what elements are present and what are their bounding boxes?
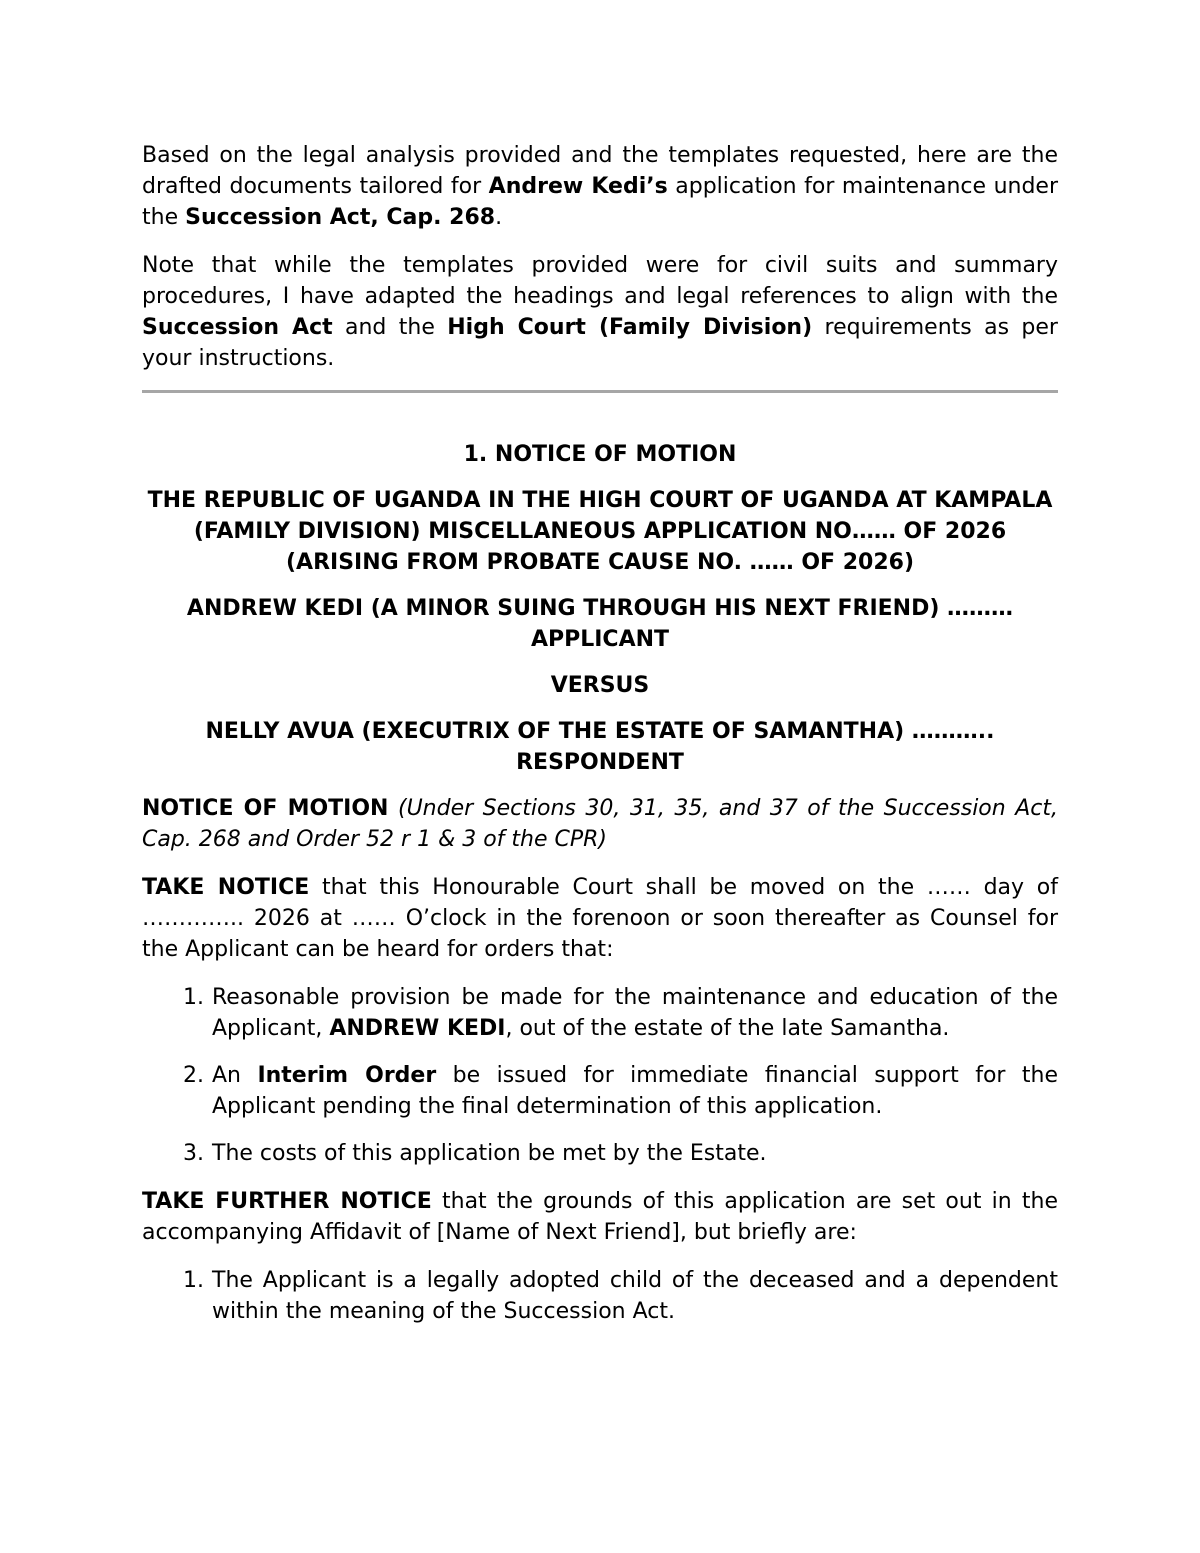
list-item-text: The Applicant is a legally adopted child of the deceased and a dependent within the meaning of the Succession Act. bbox=[212, 1268, 1058, 1324]
list-item-text bbox=[212, 1060, 1058, 1122]
court-name-bold: High Court (Family Division) bbox=[447, 315, 813, 340]
court-heading: THE REPUBLIC OF UGANDA IN THE HIGH COURT OF UGANDA AT KAMPALA (FAMILY DIVISION) MISCELLANEOUS APPLICATION NO…… OF 2026 (ARISING FROM PROBATE CAUSE NO. …… OF 2026) bbox=[147, 488, 1053, 575]
intro-paragraph-1 bbox=[142, 140, 1058, 233]
intro-text: . bbox=[495, 205, 503, 230]
list-item-text bbox=[212, 1138, 1058, 1169]
motion-paragraph bbox=[142, 793, 1058, 855]
order-text-bold: Interim Order bbox=[257, 1063, 437, 1088]
list-item bbox=[142, 1138, 1058, 1169]
document-page bbox=[142, 140, 1058, 1344]
intro-text: Note that while the templates provided were for civil suits and summary procedures, I have adapted the headings and legal references to align with the bbox=[142, 253, 1058, 309]
applicant-line: ANDREW KEDI (A MINOR SUING THROUGH HIS NEXT FRIEND) ……… APPLICANT bbox=[186, 596, 1014, 652]
motion-citation: (Under Sections 30, 31, 35, and 37 of the Succession Act, Cap. 268 and Order 52 r 1 & 3 of the CPR) bbox=[142, 796, 1058, 852]
grounds-list bbox=[142, 1265, 1058, 1327]
order-text: be issued for immediate financial support for the Applicant pending the final determination of this application. bbox=[212, 1063, 1058, 1119]
take-notice-label: TAKE NOTICE bbox=[142, 875, 310, 900]
take-notice-paragraph bbox=[142, 872, 1058, 965]
respondent-line: NELLY AVUA (EXECUTRIX OF THE ESTATE OF SAMANTHA) ……….. RESPONDENT bbox=[205, 719, 995, 775]
list-item-text bbox=[212, 982, 1058, 1044]
list-number: 3. bbox=[183, 1141, 204, 1166]
order-text-bold: ANDREW KEDI bbox=[329, 1016, 506, 1041]
further-notice-text: that the grounds of this application are set out in the accompanying Affidavit of [Name of Next Friend], but briefly are: bbox=[142, 1189, 1058, 1245]
order-text: , out of the estate of the late Samantha. bbox=[505, 1016, 950, 1041]
order-text: An bbox=[212, 1063, 258, 1088]
take-notice-text: that this Honourable Court shall be moved on the …… day of ………….. 2026 at …… O’clock in the forenoon or soon thereafter as Counsel for the Applicant can be heard for orders that: bbox=[142, 875, 1058, 962]
section-heading: 1. NOTICE OF MOTION bbox=[463, 442, 737, 467]
intro-text: and the bbox=[332, 315, 448, 340]
horizontal-divider bbox=[142, 390, 1058, 393]
further-notice-label: TAKE FURTHER NOTICE bbox=[142, 1189, 432, 1214]
applicant-name-bold: Andrew Kedi’s bbox=[488, 174, 668, 199]
list-item bbox=[142, 1265, 1058, 1327]
list-number: 1. bbox=[183, 1268, 204, 1293]
intro-text: requirements as per your instructions. bbox=[142, 315, 1058, 371]
list-item bbox=[142, 982, 1058, 1044]
order-text: The costs of this application be met by the Estate. bbox=[212, 1141, 767, 1166]
intro-text: Based on the legal analysis provided and the templates requested, here are the drafted documents tailored for bbox=[142, 143, 1058, 199]
versus-line: VERSUS bbox=[550, 673, 650, 698]
act-name-bold: Succession Act, Cap. 268 bbox=[185, 205, 496, 230]
list-item bbox=[142, 1060, 1058, 1122]
orders-list bbox=[142, 982, 1058, 1169]
intro-text: application for maintenance under the bbox=[142, 174, 1059, 230]
order-text: Reasonable provision be made for the maintenance and education of the Applicant, bbox=[212, 985, 1058, 1041]
motion-label: NOTICE OF MOTION bbox=[142, 796, 389, 821]
list-number: 2. bbox=[183, 1063, 204, 1088]
further-notice-paragraph bbox=[142, 1186, 1058, 1248]
list-number: 1. bbox=[183, 985, 204, 1010]
act-name-bold: Succession Act bbox=[142, 315, 333, 340]
intro-paragraph-2 bbox=[142, 250, 1058, 374]
